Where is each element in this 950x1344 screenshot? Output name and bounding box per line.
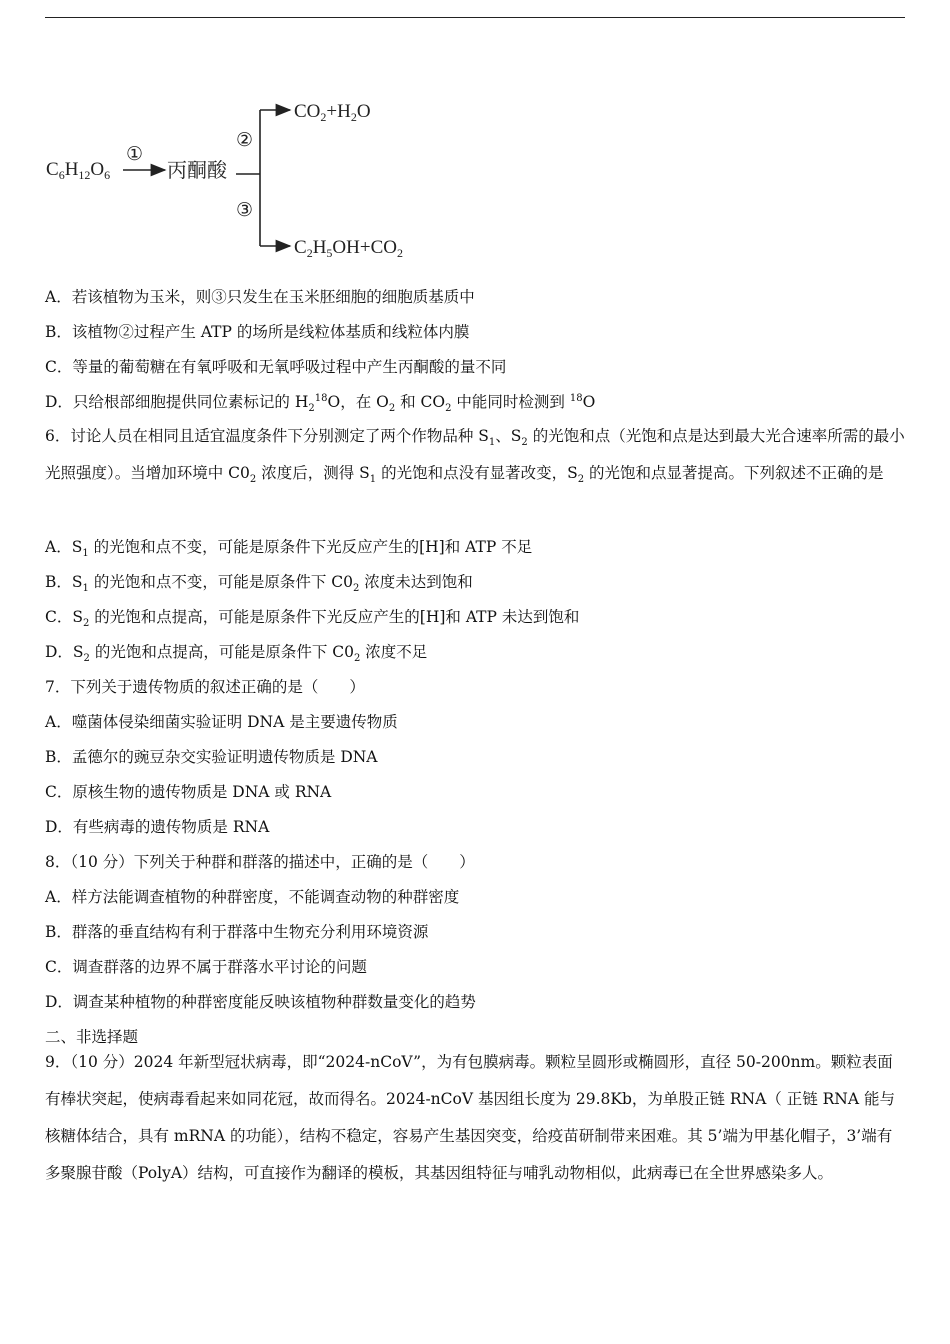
q6-option-d: D．$S_2$ 的光饱和点提高，可能是原条件下 $C0_2$ 浓度不足 xyxy=(45,643,428,665)
q7-option-b: B．孟德尔的豌豆杂交实验证明遗传物质是 DNA xyxy=(45,748,378,766)
step-2-label: ② xyxy=(236,130,254,151)
q8-option-c: C．调查群落的边界不属于群落水平讨论的问题 xyxy=(45,958,367,976)
q9-stem: 9．（10 分）2024 年新型冠状病毒，即“2024-nCoV”，为有包膜病毒。颗粒呈圆形或椭圆形，直径 50-200nm。颗粒表面有棒状突起，使病毒看起来如同花冠，故而得名。2024-nCoV 基因组长度为 29.8Kb，为单股正链 RNA（ 正链 RNA 能与核糖体结合，具有 mRNA 的功能），结构不稳定，容易产生基因突变，给疫苗研制带来困难。其 5’端为甲基化帽子，3’端有多聚腺苷酸（PolyA）结构，可直接作为翻译的模板，其基因组特征与哺乳动物相似，此病毒已在全世界感染多人。 xyxy=(45,1053,895,1182)
q5-option-d: D．只给根部细胞提供同位素标记的 $H_2^{18}O$，在 $O_2$ 和 $CO_2$ 中能同时检测到 $^{18}$O xyxy=(45,392,596,415)
q5-option-c: C．等量的葡萄糖在有氧呼吸和无氧呼吸过程中产生丙酮酸的量不同 xyxy=(45,358,507,376)
glucose-formula: $C_6H_{12}O_6$ xyxy=(46,159,111,182)
step-3-label: ③ xyxy=(236,200,254,221)
header-rule xyxy=(45,17,905,18)
q6-stem: 6．讨论人员在相同且适宜温度条件下分别测定了两个作物品种 $S_1$、$S_2$ 的光饱和点（光饱和点是达到最大光合速率所需的最小光照强度）。当增加环境中 $C0_2$ 浓度后，测得 $S_1$ 的光饱和点没有显著改变，$S_2$ 的光饱和点显著提高。下列叙述不正确的是 xyxy=(45,427,905,486)
aerobic-product: $CO_2+H_2O$ xyxy=(294,101,371,124)
section-heading: 二、非选择题 xyxy=(45,1028,139,1046)
q8-option-b: B．群落的垂直结构有利于群落中生物充分利用环境资源 xyxy=(45,923,429,941)
q7-stem: 7．下列关于遗传物质的叙述正确的是（ ） xyxy=(45,678,365,696)
q5-option-a: A．若该植物为玉米，则③只发生在玉米胚细胞的细胞质基质中 xyxy=(45,288,475,306)
anaerobic-product: $C_2H_5OH+CO_2$ xyxy=(294,237,403,260)
q8-option-d: D．调查某种植物的种群密度能反映该植物种群数量变化的趋势 xyxy=(45,993,476,1011)
step-1-label: ① xyxy=(126,144,144,165)
q7-option-c: C．原核生物的遗传物质是 DNA 或 RNA xyxy=(45,783,332,801)
q6-option-b: B．$S_1$ 的光饱和点不变，可能是原条件下 $C0_2$ 浓度未达到饱和 xyxy=(45,573,473,595)
q8-stem: 8．（10 分）下列关于种群和群落的描述中，正确的是（ ） xyxy=(45,853,475,871)
q8-option-a: A．样方法能调查植物的种群密度，不能调查动物的种群密度 xyxy=(45,888,460,906)
q6-option-a: A．$S_1$ 的光饱和点不变，可能是原条件下光反应产生的[H]和 ATP 不足 xyxy=(45,538,533,560)
pyruvate-label: 丙酮酸 xyxy=(167,160,227,182)
respiration-diagram xyxy=(40,90,440,270)
q6-option-c: C．$S_2$ 的光饱和点提高，可能是原条件下光反应产生的[H]和 ATP 未达到饱和 xyxy=(45,608,580,630)
q5-option-b: B．该植物②过程产生 ATP 的场所是线粒体基质和线粒体内膜 xyxy=(45,323,470,341)
q7-option-a: A．噬菌体侵染细菌实验证明 DNA 是主要遗传物质 xyxy=(45,713,398,731)
q7-option-d: D．有些病毒的遗传物质是 RNA xyxy=(45,818,270,836)
